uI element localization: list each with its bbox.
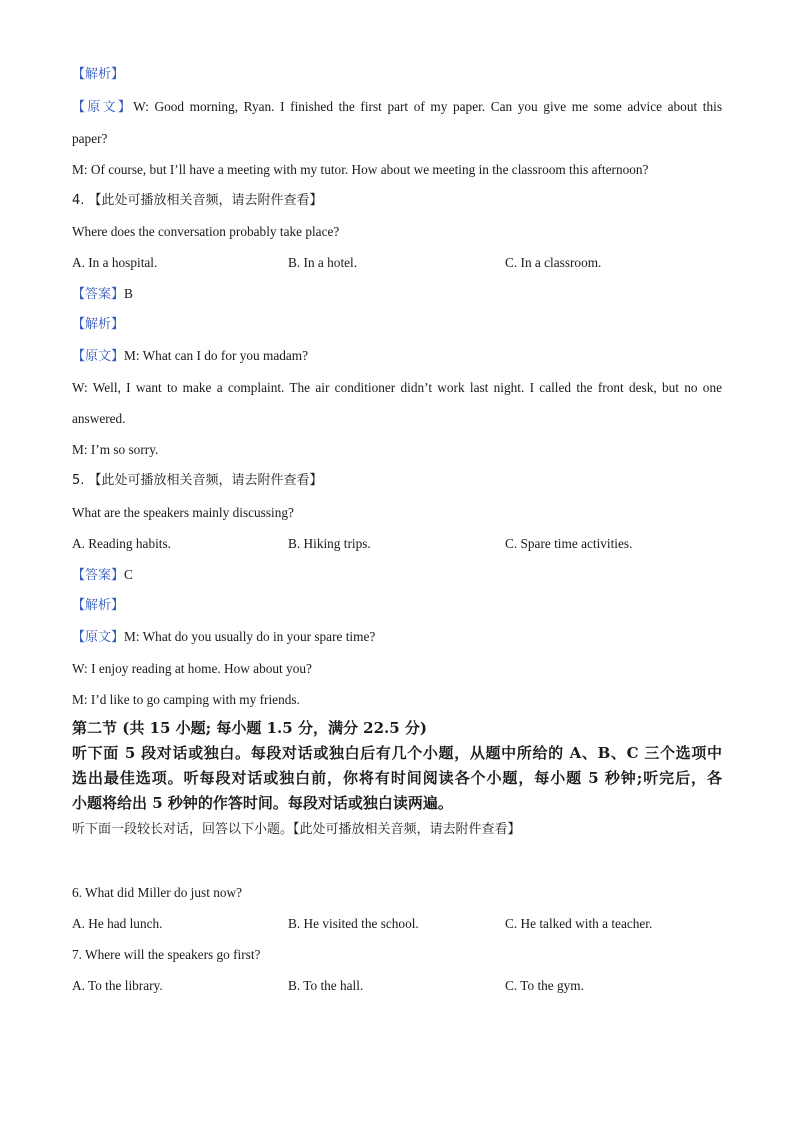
transcript-label: 【原文】	[72, 349, 125, 364]
transcript-line	[72, 628, 375, 647]
transcript-text: M: What can I do for you madam?	[124, 348, 309, 363]
transcript-label: 【原文】	[72, 100, 134, 115]
answer-label: 【答案】	[72, 287, 125, 302]
transcript-line: M: Of course, but I’ll have a meeting with my tutor. How about we meeting in the classroom this afternoon?	[72, 162, 649, 177]
section-instructions: 听下面 5 段对话或独白。每段对话或独白后有几个小题，从题中所给的 A、B、C 三个选项中	[72, 744, 722, 762]
question-text: What are the speakers mainly discussing?	[72, 505, 294, 520]
transcript-label: 【原文】	[72, 630, 125, 645]
option-a: A. To the library.	[72, 978, 163, 993]
option-c: C. To the gym.	[505, 978, 584, 993]
transcript-text: W: Good morning, Ryan. I finished the first part of my paper. Can you give me some advice about this	[133, 99, 722, 114]
transcript-line	[72, 347, 308, 366]
question-text: 7. Where will the speakers go first?	[72, 947, 261, 962]
answer-label: 【答案】	[72, 568, 125, 583]
answer-line	[72, 285, 133, 304]
question-text: Where does the conversation probably take place?	[72, 224, 340, 239]
section-instructions: 小题将给出 5 秒钟的作答时间。每段对话或独白读两遍。	[72, 794, 453, 812]
transcript-line: W: Well, I want to make a complaint. The air conditioner didn’t work last night. I called the front desk, but no one	[72, 380, 722, 395]
option-a: A. Reading habits.	[72, 536, 171, 551]
option-b: B. Hiking trips.	[288, 536, 371, 551]
transcript-line	[72, 98, 722, 117]
transcript-line-cont: answered.	[72, 411, 126, 426]
option-c: C. Spare time activities.	[505, 536, 633, 551]
question-heading: 5. 【此处可播放相关音频，请去附件查看】	[72, 473, 323, 488]
question-heading: 4. 【此处可播放相关音频，请去附件查看】	[72, 193, 323, 208]
answer-value: B	[124, 286, 133, 301]
option-c: C. In a classroom.	[505, 255, 602, 270]
option-c: C. He talked with a teacher.	[505, 916, 653, 931]
analysis-label: 【解析】	[72, 317, 125, 332]
analysis-label: 【解析】	[72, 598, 125, 613]
section-title: 第二节 (共 15 小题; 每小题 1.5 分，满分 22.5 分)	[72, 719, 428, 737]
option-b: B. He visited the school.	[288, 916, 419, 931]
answer-line	[72, 566, 133, 585]
transcript-line: W: I enjoy reading at home. How about you?	[72, 661, 312, 676]
analysis-label: 【解析】	[72, 67, 125, 82]
listening-prompt: 听下面一段较长对话，回答以下小题。【此处可播放相关音频，请去附件查看】	[72, 822, 521, 837]
option-b: B. To the hall.	[288, 978, 364, 993]
option-b: B. In a hotel.	[288, 255, 358, 270]
question-text: 6. What did Miller do just now?	[72, 885, 243, 900]
transcript-text: M: What do you usually do in your spare time?	[124, 629, 376, 644]
answer-value: C	[124, 567, 133, 582]
transcript-line: M: I’d like to go camping with my friends.	[72, 692, 300, 707]
option-a: A. In a hospital.	[72, 255, 158, 270]
section-instructions: 选出最佳选项。听每段对话或独白前，你将有时间阅读各个小题，每小题 5 秒钟;听完后，各	[72, 769, 722, 787]
option-a: A. He had lunch.	[72, 916, 163, 931]
transcript-line: M: I’m so sorry.	[72, 442, 159, 457]
transcript-line-cont: paper?	[72, 131, 108, 146]
